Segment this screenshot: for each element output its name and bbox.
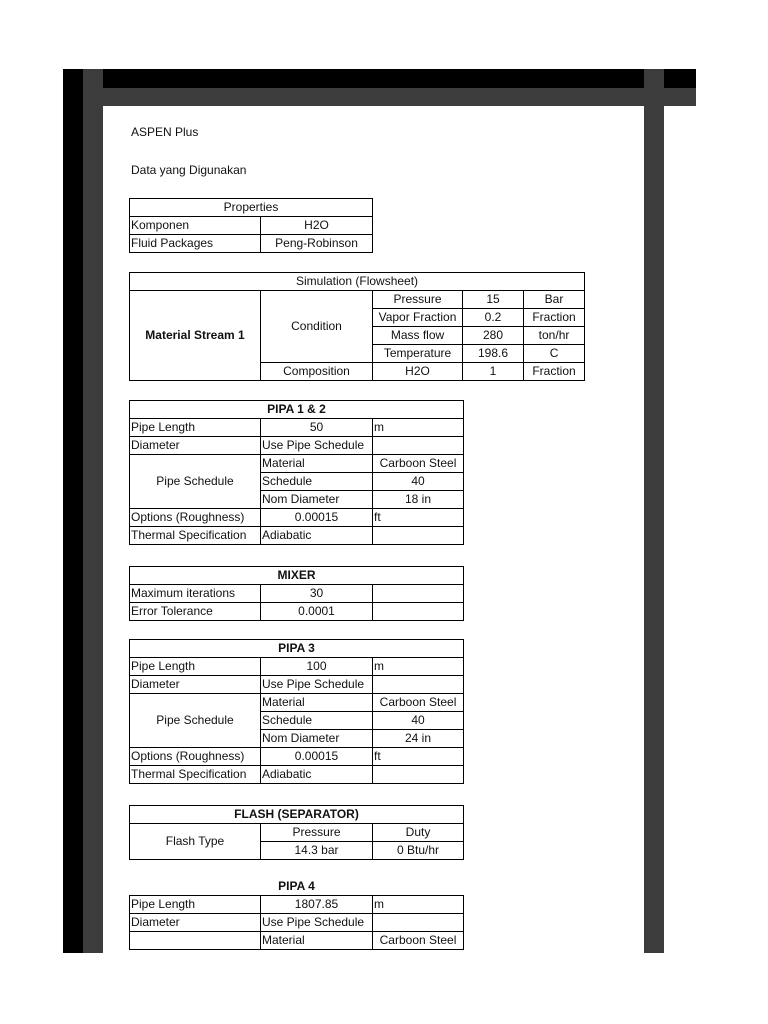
- table-row: [130, 509, 464, 527]
- cell-value: 100: [261, 658, 373, 676]
- table-row: [130, 824, 464, 842]
- cell-unit: m: [373, 419, 464, 437]
- table-row: [130, 694, 464, 712]
- table-row: [130, 455, 464, 473]
- cell-label: Options (Roughness): [130, 509, 261, 527]
- cell-unit: C: [524, 345, 585, 363]
- properties-title: Properties: [130, 199, 373, 217]
- cell-value: 18 in: [373, 491, 464, 509]
- cell-label: Nom Diameter: [261, 491, 373, 509]
- cell-value: Peng-Robinson: [261, 235, 373, 253]
- flash-title: FLASH (SEPARATOR): [130, 806, 464, 824]
- table-row: [130, 932, 464, 950]
- cell-label: Options (Roughness): [130, 748, 261, 766]
- cell-unit: Fraction: [524, 363, 585, 381]
- table-row: [130, 437, 464, 455]
- table-row: [130, 914, 464, 932]
- cell-label: Material: [261, 694, 373, 712]
- cell-label: Material: [261, 932, 373, 950]
- bottom-margin: [0, 953, 768, 1024]
- document-subheading: Data yang Digunakan: [131, 163, 247, 177]
- cell-label: Schedule: [261, 473, 373, 491]
- pipa-3-table: [129, 639, 464, 784]
- cell-value: Carboon Steel: [373, 932, 464, 950]
- cell-unit: Bar: [524, 291, 585, 309]
- composition-label: Composition: [261, 363, 373, 381]
- cell-empty: [373, 585, 464, 603]
- cell-label: Schedule: [261, 712, 373, 730]
- cell-value: 50: [261, 419, 373, 437]
- flash-table: [129, 805, 464, 860]
- cell-label: Komponen: [130, 217, 261, 235]
- flash-type-label: Flash Type: [130, 824, 261, 860]
- frame-right-black: [664, 69, 696, 88]
- frame-top-gray: [63, 88, 696, 106]
- cell-label: Thermal Specification: [130, 766, 261, 784]
- table-row: [130, 419, 464, 437]
- frame-right-gray: [644, 69, 664, 953]
- cell-label: Vapor Fraction: [373, 309, 463, 327]
- document-heading: ASPEN Plus: [131, 125, 199, 139]
- cell-value: 1807.85: [261, 896, 373, 914]
- cell-value: 280: [463, 327, 524, 345]
- cell-value: H2O: [261, 217, 373, 235]
- table-row: [130, 658, 464, 676]
- cell-unit: m: [373, 658, 464, 676]
- cell-value: Carboon Steel: [373, 455, 464, 473]
- table-row: [130, 603, 464, 621]
- properties-table: [129, 198, 373, 253]
- cell-label: Nom Diameter: [261, 730, 373, 748]
- cell-value: Use Pipe Schedule: [261, 676, 373, 694]
- pipe-schedule-label: Pipe Schedule: [130, 694, 261, 748]
- table-row: [130, 217, 373, 235]
- frame-top-black: [63, 69, 696, 88]
- pipa-3-title: PIPA 3: [130, 640, 464, 658]
- cell-label: Diameter: [130, 437, 261, 455]
- cell-label: Error Tolerance: [130, 603, 261, 621]
- cell-label: Duty: [373, 824, 464, 842]
- cell-value: Adiabatic: [261, 766, 373, 784]
- pipa-4-title: PIPA 4: [278, 879, 315, 893]
- cell-empty: [130, 932, 261, 950]
- cell-value: 40: [373, 712, 464, 730]
- table-row: [130, 896, 464, 914]
- cell-empty: [373, 437, 464, 455]
- table-row: [130, 527, 464, 545]
- condition-label: Condition: [261, 291, 373, 363]
- cell-value: 40: [373, 473, 464, 491]
- table-row: [130, 766, 464, 784]
- cell-empty: [373, 527, 464, 545]
- frame-left-black: [63, 69, 83, 953]
- pipa-4-table: [129, 878, 464, 950]
- mixer-title: MIXER: [130, 567, 464, 585]
- cell-label: Pressure: [373, 291, 463, 309]
- simulation-table: [129, 272, 585, 381]
- table-row: [130, 585, 464, 603]
- cell-value: Use Pipe Schedule: [261, 437, 373, 455]
- pipa-1-2-title: PIPA 1 & 2: [130, 401, 464, 419]
- pipa-1-2-table: [129, 400, 464, 545]
- cell-label: Pipe Length: [130, 419, 261, 437]
- cell-label: Pressure: [261, 824, 373, 842]
- cell-label: Thermal Specification: [130, 527, 261, 545]
- pipe-schedule-label: Pipe Schedule: [130, 455, 261, 509]
- mixer-table: [129, 566, 464, 621]
- cell-label: Diameter: [130, 914, 261, 932]
- cell-label: Pipe Length: [130, 658, 261, 676]
- frame-left-gray: [83, 69, 103, 953]
- cell-empty: [373, 676, 464, 694]
- cell-label: Pipe Length: [130, 896, 261, 914]
- cell-value: Use Pipe Schedule: [261, 914, 373, 932]
- cell-value: 0 Btu/hr: [373, 842, 464, 860]
- cell-value: 1: [463, 363, 524, 381]
- cell-unit: ft: [373, 509, 464, 527]
- cell-unit: m: [373, 896, 464, 914]
- material-stream-label: Material Stream 1: [130, 291, 261, 381]
- cell-empty: [373, 914, 464, 932]
- cell-value: 30: [261, 585, 373, 603]
- cell-unit: ft: [373, 748, 464, 766]
- table-row: [130, 291, 585, 309]
- table-row: [130, 748, 464, 766]
- cell-value: Carboon Steel: [373, 694, 464, 712]
- cell-label: Diameter: [130, 676, 261, 694]
- cell-value: 0.00015: [261, 748, 373, 766]
- table-row: [130, 676, 464, 694]
- cell-value: 0.00015: [261, 509, 373, 527]
- cell-unit: ton/hr: [524, 327, 585, 345]
- cell-label: Mass flow: [373, 327, 463, 345]
- table-row: [130, 235, 373, 253]
- cell-label: Maximum iterations: [130, 585, 261, 603]
- cell-label: Material: [261, 455, 373, 473]
- cell-unit: Fraction: [524, 309, 585, 327]
- cell-empty: [373, 603, 464, 621]
- cell-label: H2O: [373, 363, 463, 381]
- cell-empty: [373, 766, 464, 784]
- cell-value: 24 in: [373, 730, 464, 748]
- cell-label: Fluid Packages: [130, 235, 261, 253]
- simulation-title: Simulation (Flowsheet): [130, 273, 585, 291]
- cell-value: 0.0001: [261, 603, 373, 621]
- cell-value: 198.6: [463, 345, 524, 363]
- cell-value: 15: [463, 291, 524, 309]
- cell-value: 14.3 bar: [261, 842, 373, 860]
- cell-value: 0.2: [463, 309, 524, 327]
- cell-label: Temperature: [373, 345, 463, 363]
- cell-value: Adiabatic: [261, 527, 373, 545]
